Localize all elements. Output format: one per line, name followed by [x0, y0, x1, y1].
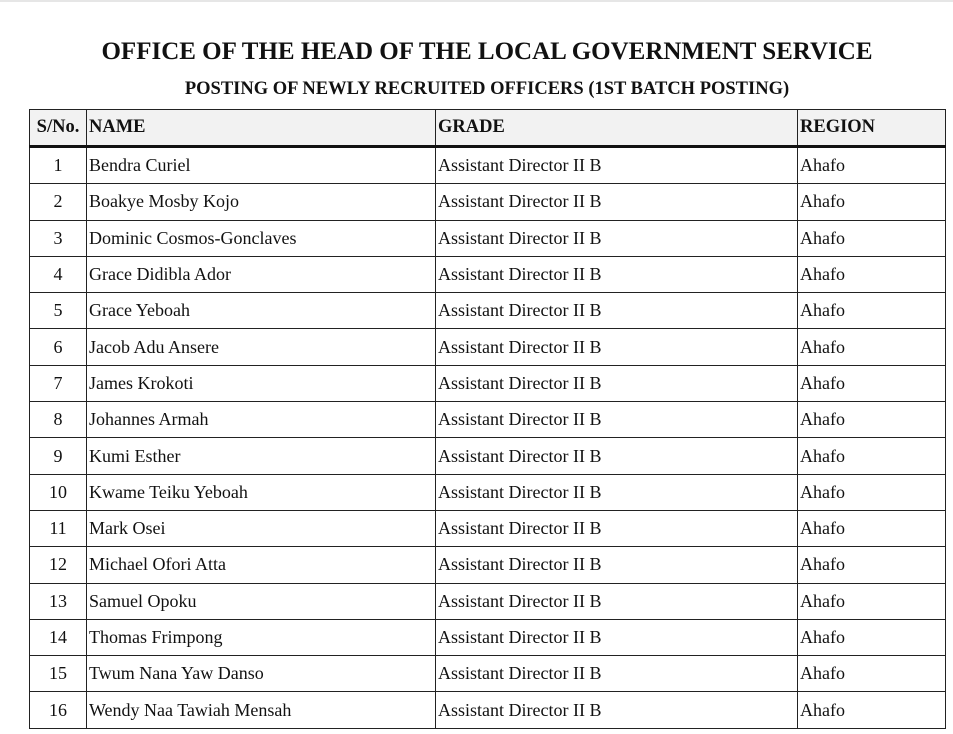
cell-grade: Assistant Director II B — [436, 656, 798, 692]
cell-name: Johannes Armah — [87, 402, 436, 438]
table-row — [30, 510, 946, 546]
table-row — [30, 547, 946, 583]
column-header-region: REGION — [798, 110, 946, 147]
cell-grade: Assistant Director II B — [436, 365, 798, 401]
cell-region: Ahafo — [798, 329, 946, 365]
header-row — [30, 110, 946, 147]
cell-name: Boakye Mosby Kojo — [87, 184, 436, 220]
cell-region: Ahafo — [798, 220, 946, 256]
cell-name: Thomas Frimpong — [87, 619, 436, 655]
table-row — [30, 256, 946, 292]
cell-sn: 16 — [30, 692, 87, 728]
table-row — [30, 583, 946, 619]
cell-grade: Assistant Director II B — [436, 329, 798, 365]
table-row — [30, 474, 946, 510]
cell-name: James Krokoti — [87, 365, 436, 401]
cell-sn: 4 — [30, 256, 87, 292]
table-row — [30, 438, 946, 474]
cell-grade: Assistant Director II B — [436, 293, 798, 329]
cell-region: Ahafo — [798, 293, 946, 329]
cell-name: Bendra Curiel — [87, 147, 436, 184]
cell-grade: Assistant Director II B — [436, 184, 798, 220]
cell-name: Kumi Esther — [87, 438, 436, 474]
cell-name: Twum Nana Yaw Danso — [87, 656, 436, 692]
cell-grade: Assistant Director II B — [436, 220, 798, 256]
postings-table — [29, 109, 946, 729]
cell-grade: Assistant Director II B — [436, 474, 798, 510]
table-row — [30, 184, 946, 220]
cell-name: Dominic Cosmos-Gonclaves — [87, 220, 436, 256]
cell-region: Ahafo — [798, 656, 946, 692]
table-row — [30, 329, 946, 365]
cell-region: Ahafo — [798, 510, 946, 546]
cell-sn: 2 — [30, 184, 87, 220]
cell-grade: Assistant Director II B — [436, 438, 798, 474]
table-body — [30, 147, 946, 729]
cell-name: Grace Didibla Ador — [87, 256, 436, 292]
cell-region: Ahafo — [798, 256, 946, 292]
cell-region: Ahafo — [798, 547, 946, 583]
cell-region: Ahafo — [798, 147, 946, 184]
cell-region: Ahafo — [798, 402, 946, 438]
cell-sn: 15 — [30, 656, 87, 692]
cell-sn: 5 — [30, 293, 87, 329]
cell-region: Ahafo — [798, 692, 946, 728]
column-header-grade: GRADE — [436, 110, 798, 147]
cell-sn: 8 — [30, 402, 87, 438]
cell-grade: Assistant Director II B — [436, 692, 798, 728]
table-row — [30, 220, 946, 256]
cell-region: Ahafo — [798, 619, 946, 655]
cell-grade: Assistant Director II B — [436, 619, 798, 655]
cell-grade: Assistant Director II B — [436, 147, 798, 184]
table-row — [30, 293, 946, 329]
cell-grade: Assistant Director II B — [436, 256, 798, 292]
table-row — [30, 656, 946, 692]
cell-sn: 12 — [30, 547, 87, 583]
cell-sn: 3 — [30, 220, 87, 256]
cell-sn: 6 — [30, 329, 87, 365]
cell-sn: 11 — [30, 510, 87, 546]
cell-name: Grace Yeboah — [87, 293, 436, 329]
column-header-sn: S/No. — [30, 110, 87, 147]
table-row — [30, 365, 946, 401]
table-row — [30, 402, 946, 438]
cell-sn: 14 — [30, 619, 87, 655]
table-header — [30, 110, 946, 147]
cell-name: Jacob Adu Ansere — [87, 329, 436, 365]
cell-sn: 10 — [30, 474, 87, 510]
cell-sn: 9 — [30, 438, 87, 474]
cell-name: Samuel Opoku — [87, 583, 436, 619]
cell-grade: Assistant Director II B — [436, 547, 798, 583]
cell-sn: 1 — [30, 147, 87, 184]
cell-grade: Assistant Director II B — [436, 402, 798, 438]
cell-name: Mark Osei — [87, 510, 436, 546]
cell-region: Ahafo — [798, 365, 946, 401]
table-row — [30, 692, 946, 728]
cell-grade: Assistant Director II B — [436, 583, 798, 619]
cell-region: Ahafo — [798, 474, 946, 510]
document-title: OFFICE OF THE HEAD OF THE LOCAL GOVERNMENT SERVICE — [101, 38, 873, 65]
cell-name: Kwame Teiku Yeboah — [87, 474, 436, 510]
cell-name: Wendy Naa Tawiah Mensah — [87, 692, 436, 728]
column-header-name: NAME — [87, 110, 436, 147]
table-row — [30, 619, 946, 655]
cell-region: Ahafo — [798, 583, 946, 619]
cell-sn: 13 — [30, 583, 87, 619]
page-top-edge — [0, 0, 953, 2]
cell-region: Ahafo — [798, 184, 946, 220]
cell-sn: 7 — [30, 365, 87, 401]
cell-grade: Assistant Director II B — [436, 510, 798, 546]
cell-region: Ahafo — [798, 438, 946, 474]
cell-name: Michael Ofori Atta — [87, 547, 436, 583]
document-subtitle: POSTING OF NEWLY RECRUITED OFFICERS (1ST BATCH POSTING) — [184, 79, 790, 99]
table-row — [30, 147, 946, 184]
